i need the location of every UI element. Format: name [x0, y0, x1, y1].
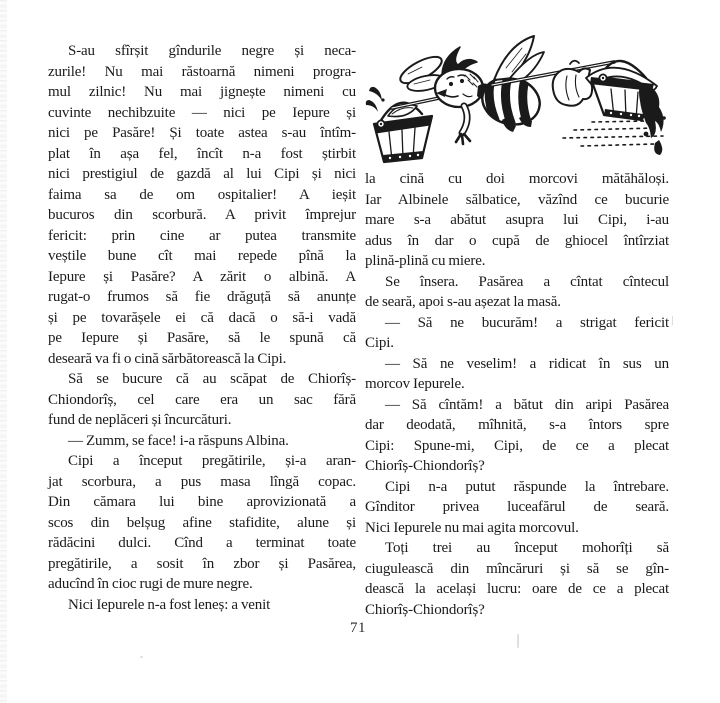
text-line: Din cămara lui bine aprovizionată a: [48, 494, 356, 510]
text-line: — Să cîntăm! a bătut din aripi Pasărea: [385, 396, 669, 413]
paragraph: [365, 354, 669, 395]
paragraph: [48, 451, 356, 595]
text-line: de seară, apoi s-au așezat la masă.: [365, 294, 561, 310]
text-line: mare s-a abătut asupra lui Cipi, i-au: [365, 212, 669, 228]
text-line: — Să ne veselim! a ridicat în sus un: [385, 355, 669, 372]
text-line: pe Iepure și Pasăre, să le spună că: [48, 330, 356, 346]
text-line: nici pe Pasăre! Și toate astea s-au întîm-: [48, 125, 356, 141]
text-line: deseară va fi o cină sărbătorească la Cipi.: [48, 350, 287, 367]
text-line: Cipi a început pregătirile, și-a aran-: [68, 453, 356, 469]
text-line: Se însera. Pasărea a cîntat cîntecul: [385, 273, 669, 290]
text-line: zurile! Nu mai răstoarnă nimeni progra-: [48, 63, 356, 80]
text-line: Chiorîș-Chiondorîș?: [365, 458, 485, 474]
bee-head-icon: [435, 69, 483, 107]
text-line: fericit: prin cine ar putea transmite: [48, 227, 356, 244]
text-line: ciugulească din mîncăruri și să se gîn-: [365, 560, 669, 577]
text-line: Cipi.: [365, 335, 394, 351]
paragraph: [365, 538, 669, 620]
text-line: jat scorbura, a pus masa lîngă copac.: [48, 473, 356, 490]
page-binding-edge: [0, 0, 7, 703]
text-line: veștile bune cît mai repede pînă la: [48, 248, 356, 264]
text-line: Iar Albinele sălbatice, văzînd ce bucurie: [365, 191, 669, 208]
text-line: Nici Iepurele nu mai agita morcovul.: [365, 519, 579, 536]
paragraph: [48, 595, 356, 616]
scan-speck: [672, 316, 673, 325]
text-line: plină-plină cu miere.: [365, 253, 486, 269]
text-line: rădăcini dulci. Cînd a terminat toate: [48, 535, 356, 551]
paragraph: [365, 169, 669, 272]
text-line: dar deodată, mîhnită, s-a întors spre: [365, 417, 669, 433]
text-line: cuvinte nechibzuite — nici pe Iepure și: [48, 104, 356, 121]
page-number: 71: [350, 620, 366, 636]
scan-speck: [140, 656, 143, 658]
bee-carrying-buckets-illustration: [364, 28, 700, 174]
text-line: și pe tovarășele ei că dacă o să-i vadă: [48, 309, 356, 326]
splash-drops-icon: [366, 87, 385, 112]
text-line: pregătirile, a sosit în zbor și Pasărea,: [48, 555, 356, 572]
right-text-column: [365, 169, 669, 620]
text-line: adus în dar o cupă de ghiocel întîrziat: [365, 232, 669, 249]
text-line: mul zilnic! Nu mai jignește nimeni cu: [48, 84, 356, 100]
text-line: — Să ne bucurăm! a strigat fericit: [385, 314, 669, 331]
left-bucket-icon: [374, 103, 432, 162]
text-line: scos din belșug afine stafidite, alune și: [48, 514, 356, 531]
bee-front-arm-icon: [456, 106, 470, 144]
paragraph: [365, 272, 669, 313]
text-line: Iepure și Pasăre? A zărit o albină. A: [48, 268, 356, 285]
text-line: S-au sfîrșit gîndurile negre și neca-: [68, 43, 356, 59]
paragraph: [365, 313, 669, 354]
text-line: morcov Iepurele.: [365, 376, 465, 392]
text-line: faima sa de om ospitalier! A ieșit: [48, 186, 356, 203]
text-line: Cipi: Spune-mi, Cipi, de ce a plecat: [365, 437, 669, 454]
text-line: Cipi n-a putut răspunde la întrebare.: [385, 478, 669, 495]
text-line: Să se bucure că au scăpat de Chiorîș-: [68, 371, 356, 387]
scan-speck: [517, 634, 519, 648]
left-text-column: [48, 41, 356, 615]
text-line: la cină cu doi morcovi mătăhăloși.: [365, 171, 669, 187]
paragraph: [48, 41, 356, 369]
text-line: Gînditor privea luceafărul de seară.: [365, 499, 669, 515]
text-line: Toți trei au început mohorîți să: [385, 540, 669, 556]
text-line: fund de neplăceri și încurcături.: [48, 412, 232, 428]
text-line: Chiondorîș, cel care era un sac fără: [48, 391, 356, 408]
text-line: aducînd în cioc rugi de mure negre.: [48, 576, 253, 592]
text-line: dească la același lucru: oare de ce a plecat: [365, 581, 669, 597]
text-line: Chiorîș-Chiondorîș?: [365, 601, 485, 618]
text-line: rugat-o frumos să fie drăguță să anunțe: [48, 289, 356, 305]
paragraph: [48, 431, 356, 452]
paragraph: [48, 369, 356, 431]
text-line: nici prestigiul de gazdă al lui Cipi și nici: [48, 166, 356, 182]
paragraph: [365, 477, 669, 539]
text-line: — Zumm, se face! i-a răspuns Albina.: [68, 432, 289, 449]
bee-hand-icon: [553, 61, 592, 106]
paragraph: [365, 395, 669, 477]
bee-right-wing-icon: [494, 36, 544, 80]
text-line: Nici Iepurele n-a fost leneș: a venit: [68, 596, 271, 613]
text-line: plat în așa fel, încît n-a fost știrbit: [48, 145, 356, 162]
text-line: bucuros din scorbură. A privit împrejur: [48, 207, 356, 223]
